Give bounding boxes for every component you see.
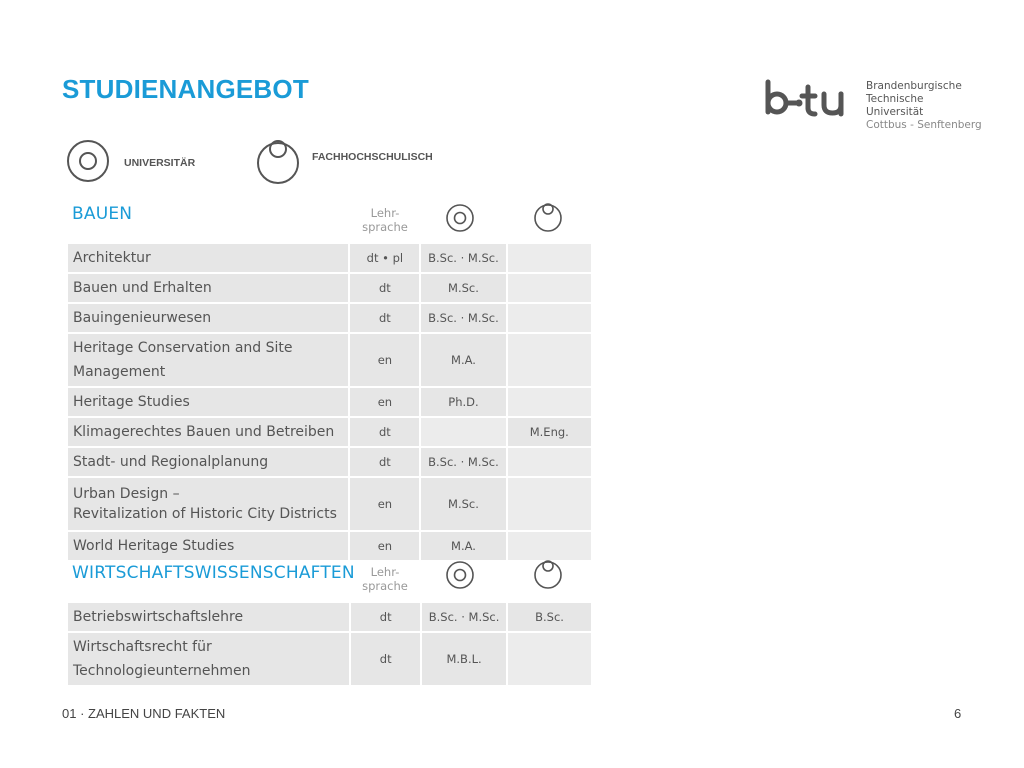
page-number: 6 — [954, 706, 962, 721]
program-language: en — [350, 334, 419, 386]
logo-line-1: Brandenburgische — [866, 80, 962, 92]
logo-line-3: Cottbus - Senftenberg — [866, 119, 982, 131]
lehrsprache-header-line2: sprache — [362, 220, 408, 234]
table-row — [68, 388, 591, 416]
program-name: World Heritage Studies — [68, 532, 348, 560]
program-degree-fh — [508, 388, 591, 416]
btu-logo-mark-icon — [762, 78, 858, 122]
program-language: en — [350, 532, 419, 560]
program-degree-fh — [508, 448, 591, 476]
offset-circle-icon — [256, 138, 304, 186]
table-row — [68, 334, 591, 386]
offset-circle-icon — [533, 201, 563, 233]
program-language: dt — [351, 603, 420, 631]
program-degree-fh — [508, 304, 591, 332]
program-language: dt — [350, 274, 419, 302]
program-degree-fh: M.Eng. — [508, 418, 591, 446]
table-row — [68, 304, 591, 332]
program-language: en — [350, 388, 419, 416]
lehrsprache-header — [355, 206, 415, 234]
program-name: Bauingenieurwesen — [68, 304, 348, 332]
section-header — [68, 198, 591, 242]
program-degree-uni — [421, 418, 505, 446]
program-language: dt — [351, 633, 420, 685]
program-degree-uni: M.Sc. — [421, 274, 505, 302]
table-row — [68, 603, 591, 631]
program-degree-uni: B.Sc. · M.Sc. — [421, 448, 505, 476]
program-degree-fh — [508, 532, 591, 560]
program-degree-uni: B.Sc. · M.Sc. — [422, 603, 506, 631]
program-degree-uni: B.Sc. · M.Sc. — [421, 304, 505, 332]
table-row — [68, 448, 591, 476]
program-degree-fh — [508, 274, 591, 302]
program-degree-uni: M.Sc. — [421, 478, 505, 530]
table-row — [68, 418, 591, 446]
legend-universitaer-label: UNIVERSITÄR — [124, 157, 196, 169]
program-name-line2: Revitalization of Historic City Districts — [73, 506, 337, 522]
program-degree-uni: M.A. — [421, 334, 505, 386]
program-language: dt — [350, 418, 419, 446]
program-name: Wirtschaftsrecht für Technologieunternehmen — [68, 633, 349, 685]
program-language: en — [350, 478, 419, 530]
table-row — [68, 478, 591, 530]
table-row — [68, 274, 591, 302]
legend-universitaer — [66, 139, 195, 185]
program-name: Bauen und Erhalten — [68, 274, 348, 302]
lehrsprache-header — [355, 565, 415, 593]
section-wirtschaftswissenschaften — [68, 557, 591, 687]
page-title: STUDIENANGEBOT — [62, 74, 309, 104]
program-name-line1: Urban Design – — [73, 486, 180, 502]
program-degree-fh — [508, 244, 591, 272]
program-language: dt — [350, 304, 419, 332]
program-name — [68, 478, 348, 530]
concentric-circle-icon — [66, 139, 112, 185]
lehrsprache-header-line1: Lehr- — [370, 206, 400, 220]
program-degree-uni: M.B.L. — [422, 633, 506, 685]
program-degree-fh — [508, 478, 591, 530]
footer-section-label: 01 · ZAHLEN UND FAKTEN — [62, 706, 226, 721]
program-degree-uni: Ph.D. — [421, 388, 505, 416]
program-degree-fh — [508, 334, 591, 386]
program-degree-uni: M.A. — [421, 532, 505, 560]
logo-line-2: Technische Universität — [866, 93, 924, 118]
program-degree-uni: B.Sc. · M.Sc. — [421, 244, 505, 272]
program-language: dt • pl — [350, 244, 419, 272]
program-language: dt — [350, 448, 419, 476]
section-header — [68, 557, 591, 601]
legend-fachhochschulisch — [256, 138, 433, 186]
table-row — [68, 633, 591, 685]
offset-circle-icon — [533, 558, 563, 590]
section-title: BAUEN — [72, 204, 133, 224]
concentric-circle-icon — [445, 203, 475, 233]
program-name: Klimagerechtes Bauen und Betreiben — [68, 418, 348, 446]
section-title: WIRTSCHAFTSWISSENSCHAFTEN — [72, 563, 355, 583]
table-row — [68, 532, 591, 560]
table-row — [68, 244, 591, 272]
lehrsprache-header-line2: sprache — [362, 579, 408, 593]
lehrsprache-header-line1: Lehr- — [370, 565, 400, 579]
program-name: Heritage Conservation and Site Management — [68, 334, 348, 386]
bauen-table — [66, 242, 593, 562]
program-degree-fh: B.Sc. — [508, 603, 591, 631]
wirtschaft-table — [66, 601, 593, 687]
concentric-circle-icon — [445, 560, 475, 590]
legend-fachhochschulisch-label: FACHHOCHSCHULISCH — [312, 151, 433, 163]
section-bauen — [68, 198, 591, 562]
program-name: Stadt- und Regionalplanung — [68, 448, 348, 476]
program-degree-fh — [508, 633, 591, 685]
btu-logo — [762, 78, 982, 131]
program-name: Betriebswirtschaftslehre — [68, 603, 349, 631]
program-name: Heritage Studies — [68, 388, 348, 416]
program-name: Architektur — [68, 244, 348, 272]
